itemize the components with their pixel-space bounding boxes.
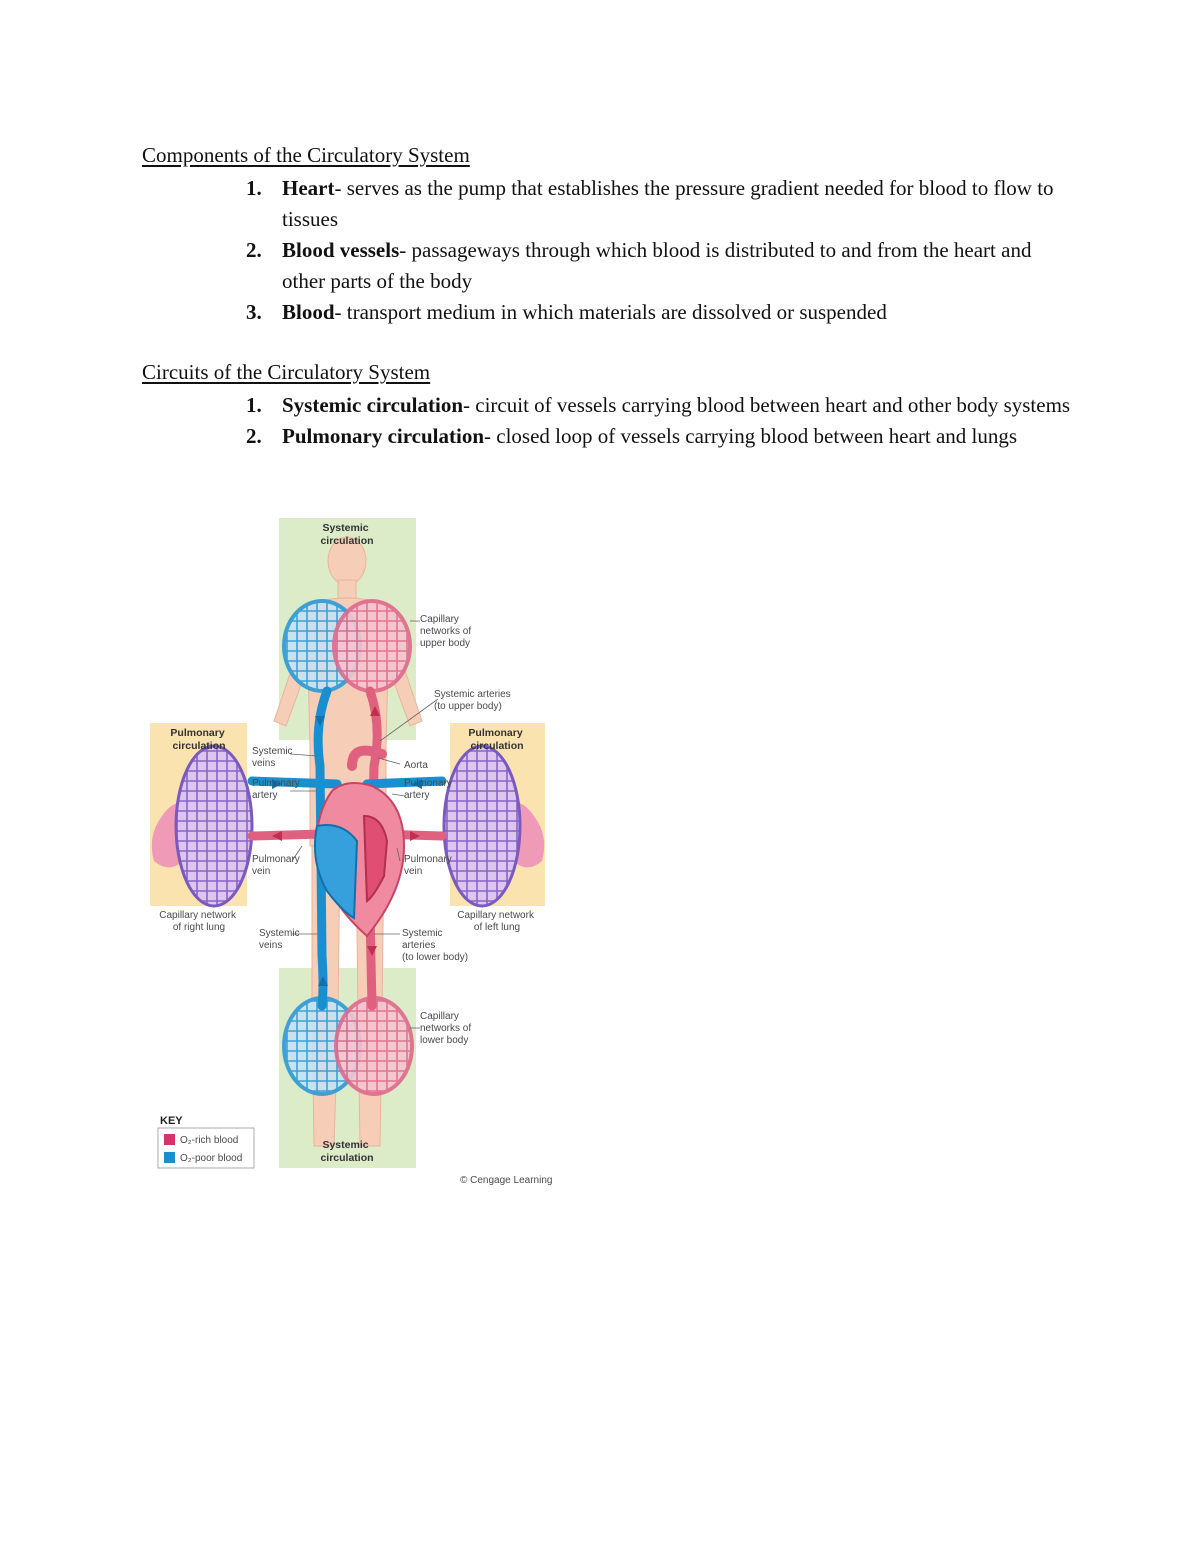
list-description: - closed loop of vessels carrying blood between heart and lungs [484, 424, 1018, 448]
circuits-heading: Circuits of the Circulatory System [142, 360, 431, 384]
list-term: Heart [282, 176, 335, 200]
circuits-list [243, 390, 1073, 452]
legend-swatch-o2-rich [164, 1134, 175, 1145]
list-item [243, 421, 1073, 452]
pulmonary-artery-right-label: Pulmonary artery [404, 778, 452, 801]
list-item [243, 297, 1073, 328]
systemic-bottom-label: Systemic circulation [320, 1139, 374, 1164]
pulmonary-vein-left-label: Pulmonary vein [252, 854, 300, 877]
capillary-lower-body-label: Capillary networks of lower body [420, 1011, 472, 1046]
systemic-veins-lower-label: Systemic veins [259, 928, 300, 951]
upper-body-capillary-red [334, 601, 410, 691]
list-number: 1. [246, 393, 262, 417]
pulmonary-vein-right-label: Pulmonary vein [404, 854, 452, 877]
list-term: Blood vessels [282, 238, 400, 262]
capillary-left-lung-label: Capillary network of left lung [457, 910, 534, 933]
legend-title: KEY [160, 1115, 183, 1127]
lower-body-capillary-red [336, 998, 412, 1094]
list-description: - serves as the pump that establishes the pressure gradient needed for blood to flow to tissues [282, 176, 1054, 231]
list-term: Pulmonary circulation [282, 424, 485, 448]
list-item [243, 173, 1073, 235]
pulmonary-right-label: Pulmonary circulation [468, 727, 524, 752]
list-number: 3. [246, 300, 262, 324]
right-lung-capillary [176, 746, 252, 906]
list-description: - transport medium in which materials are dissolved or suspended [334, 300, 887, 324]
capillary-upper-body-label: Capillary networks of upper body [420, 614, 472, 649]
list-number: 2. [246, 424, 262, 448]
list-term: Systemic circulation [282, 393, 464, 417]
aorta-label: Aorta [404, 760, 428, 771]
circulatory-system-diagram [142, 516, 552, 1191]
list-description: - circuit of vessels carrying blood between heart and other body systems [463, 393, 1071, 417]
pulmonary-artery-left-label: Pulmonary artery [252, 778, 300, 801]
legend-label-o2-poor: O₂-poor blood [180, 1153, 243, 1164]
list-number: 2. [246, 238, 262, 262]
list-number: 1. [246, 176, 262, 200]
list-term: Blood [282, 300, 335, 324]
systemic-veins-upper-label: Systemic veins [252, 746, 293, 769]
systemic-arteries-lower-label: Systemic arteries (to lower body) [402, 928, 469, 963]
capillary-right-lung-label: Capillary network of right lung [159, 910, 236, 933]
list-item [243, 235, 1073, 297]
legend [158, 1115, 254, 1168]
systemic-arteries-upper-label: Systemic arteries (to upper body) [434, 689, 511, 712]
systemic-top-label: Systemic circulation [320, 522, 374, 547]
list-item [243, 390, 1073, 421]
components-heading: Components of the Circulatory System [142, 143, 470, 167]
legend-label-o2-rich: O₂-rich blood [180, 1135, 239, 1146]
left-lung-capillary [444, 746, 520, 906]
list-description: - passageways through which blood is distributed to and from the heart and other parts of the body [282, 238, 1032, 293]
components-list [243, 173, 1073, 328]
pulmonary-left-label: Pulmonary circulation [170, 727, 226, 752]
image-credit: © Cengage Learning [460, 1175, 552, 1186]
legend-swatch-o2-poor [164, 1152, 175, 1163]
